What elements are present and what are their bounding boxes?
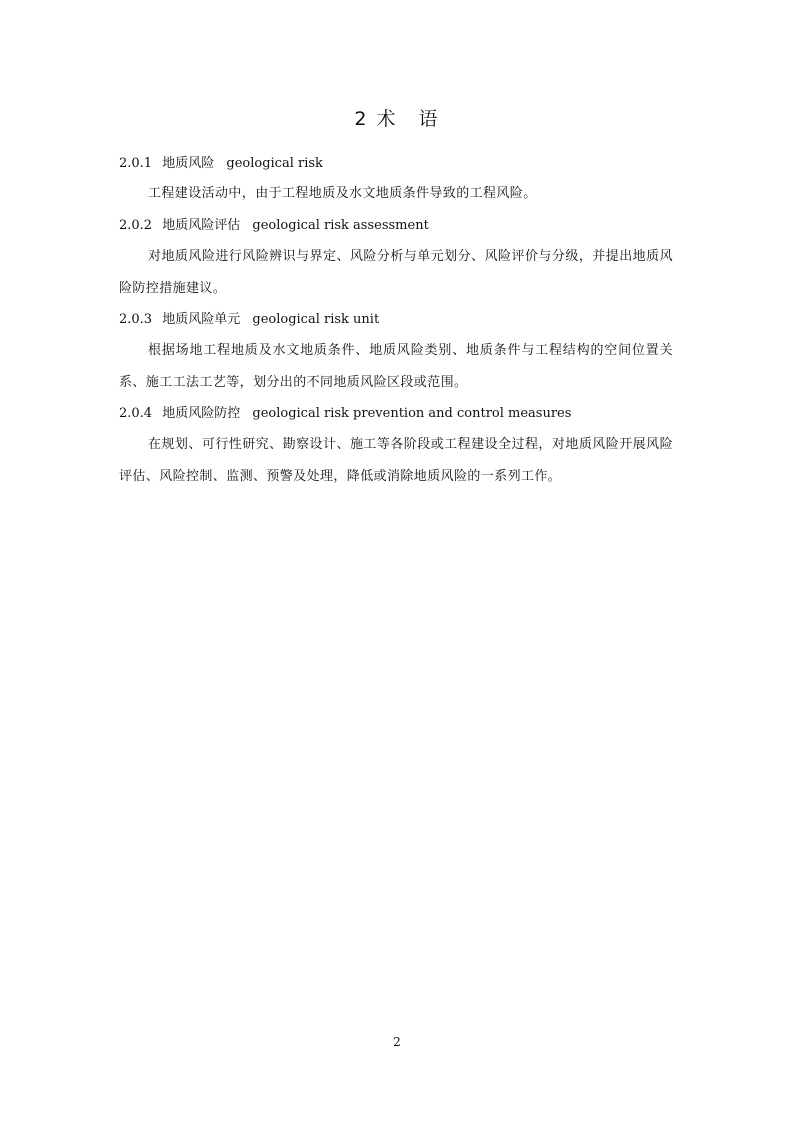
term-chinese: 地质风险 xyxy=(162,156,215,171)
term-heading xyxy=(119,217,429,235)
term-number: 2.0.2 xyxy=(119,218,153,233)
page-number: 2 xyxy=(393,1035,401,1049)
term-chinese: 地质风险评估 xyxy=(162,218,241,233)
term-english: geological risk unit xyxy=(252,312,380,327)
term-heading xyxy=(119,311,379,329)
term-english: geological risk prevention and control measures xyxy=(252,406,572,421)
term-definition: 在规划、可行性研究、勘察设计、施工等各阶段或工程建设全过程，对地质风险开展风险评估、风险控制、监测、预警及处理，降低或消除地质风险的一系列工作。 xyxy=(119,437,673,484)
term-heading xyxy=(119,405,571,423)
page-title: 2 术 语 xyxy=(354,108,440,130)
term-definition: 对地质风险进行风险辨识与界定、风险分析与单元划分、风险评价与分级，并提出地质风险防控措施建议。 xyxy=(119,249,673,296)
term-number: 2.0.3 xyxy=(119,312,153,327)
term-heading xyxy=(119,155,323,173)
term-english: geological risk assessment xyxy=(252,218,429,233)
term-number: 2.0.4 xyxy=(119,406,153,421)
term-english: geological risk xyxy=(226,156,323,171)
term-number: 2.0.1 xyxy=(119,156,153,171)
term-definition: 工程建设活动中，由于工程地质及水文地质条件导致的工程风险。 xyxy=(148,186,537,201)
term-chinese: 地质风险防控 xyxy=(162,406,241,421)
term-chinese: 地质风险单元 xyxy=(162,312,241,327)
term-definition: 根据场地工程地质及水文地质条件、地质风险类别、地质条件与工程结构的空间位置关系、施工工法工艺等，划分出的不同地质风险区段或范围。 xyxy=(119,343,673,390)
